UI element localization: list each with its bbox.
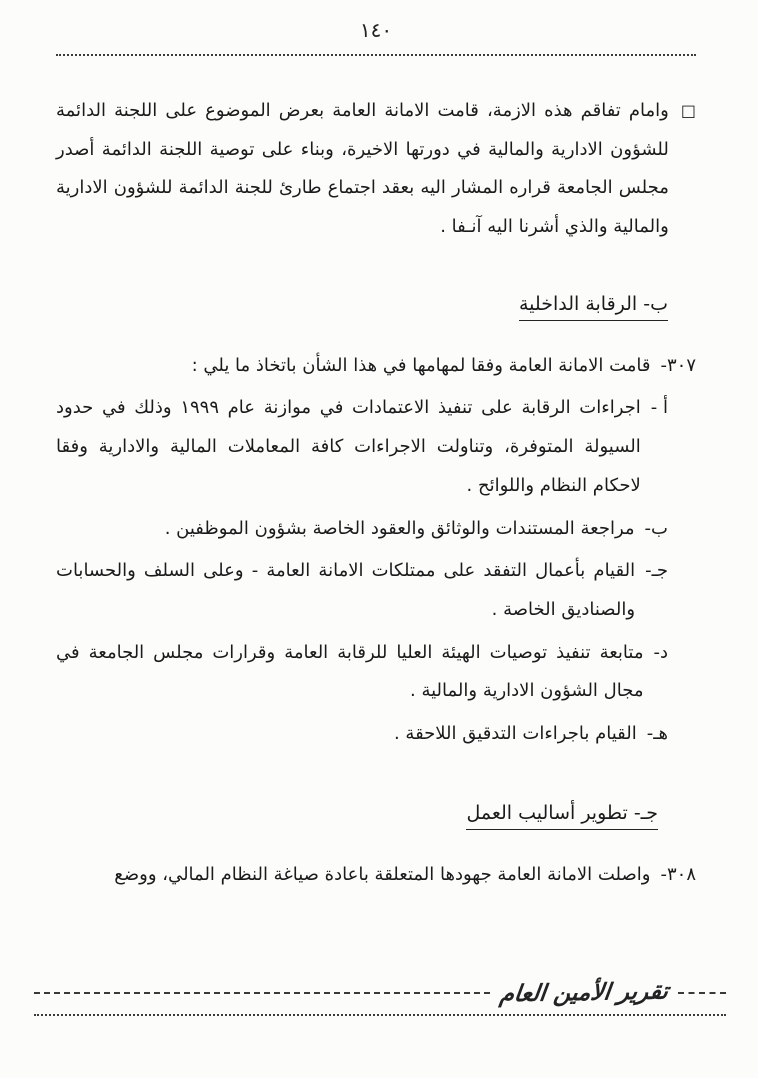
list-item-h-text: القيام باجراءات التدقيق اللاحقة .: [393, 722, 637, 744]
list-item-d: [56, 634, 668, 711]
paragraph-308: [56, 856, 696, 895]
paragraph-307-text: قامت الامانة العامة وفقا لمهامها في هذا الشأن باتخاذ ما يلي :: [191, 354, 651, 376]
list-item-h-label: هـ-: [646, 722, 668, 744]
section-c-heading: [56, 802, 658, 830]
section-c-heading-text: جـ- تطوير أساليب العمل: [466, 802, 658, 830]
paragraph-307-number: ٣٠٧-: [660, 354, 696, 376]
list-item-b-label: ب-: [644, 517, 668, 539]
list-item-d-text: متابعة تنفيذ توصيات الهيئة العليا للرقابة العامة وقرارات مجلس الجامعة في مجال الشؤون الادارية والمالية .: [56, 641, 644, 702]
paragraph-308-number: ٣٠٨-: [660, 863, 696, 885]
intro-paragraph: [56, 92, 696, 247]
list-item-a-text: اجراءات الرقابة على تنفيذ الاعتمادات في موازنة عام ١٩٩٩ وذلك في حدود السيولة المتوفرة، وتناولت الاجراءات كافة المعاملات المالية والادارية وفقا لاحكام النظام واللوائح .: [56, 397, 641, 496]
intro-text: وامام تفاقم هذه الازمة، قامت الامانة العامة بعرض الموضوع على اللجنة الدائمة للشؤون الادارية والمالية في دورتها الاخيرة، وبناء على توصية اللجنة الدائمة أصدر مجلس الجامعة قراره المشار اليه بعقد اجتماع طارئ للجنة الدائمة للشؤون الادارية والمالية والذي أشرنا اليه آنـفا .: [56, 100, 669, 238]
footer-signature-row: [34, 980, 726, 1006]
list-item-d-label: د-: [653, 641, 668, 663]
list-item-h: [56, 715, 668, 754]
list-item-a: [56, 389, 668, 505]
list-item-j: [56, 552, 668, 629]
list-item-a-label: أ -: [650, 397, 668, 419]
list-item-j-text: القيام بأعمال التفقد على ممتلكات الامانة العامة - وعلى السلف والحسابات والصناديق الخاصة .: [56, 560, 636, 620]
page-footer: [34, 980, 726, 1016]
footer-dash-left: [34, 992, 490, 994]
bottom-divider: [34, 1014, 726, 1016]
list-item-b: [56, 510, 668, 549]
footer-dash-right: [678, 992, 726, 994]
square-bullet-icon: □: [680, 101, 696, 120]
top-divider: [56, 54, 696, 56]
paragraph-308-text: واصلت الامانة العامة جهودها المتعلقة باعادة صياغة النظام المالي، ووضع: [114, 863, 651, 885]
paragraph-307: [56, 347, 696, 386]
page-number: ١٤٠: [359, 18, 393, 42]
section-b-heading: [56, 293, 668, 321]
list-item-b-text: مراجعة المستندات والوثائق والعقود الخاصة بشؤون الموظفين .: [164, 517, 635, 539]
list-item-j-label: جـ-: [645, 560, 668, 582]
signature-text: تقرير الأمين العام: [498, 978, 670, 1008]
section-b-heading-text: ب- الرقابة الداخلية: [519, 293, 668, 321]
